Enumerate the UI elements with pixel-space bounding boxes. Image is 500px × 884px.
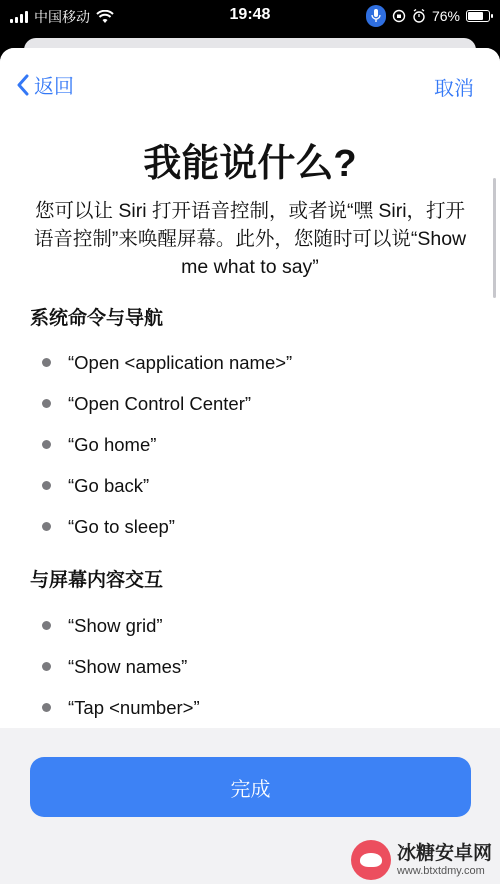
command-text: “Show names”	[68, 655, 188, 677]
watermark	[351, 840, 492, 880]
list-item	[0, 506, 500, 547]
bullet-icon	[42, 703, 51, 712]
status-bar	[0, 0, 500, 32]
command-list-screen	[0, 605, 500, 728]
watermark-url: www.btxtdmy.com	[396, 864, 485, 877]
alarm-icon	[412, 9, 426, 23]
command-text: “Show grid”	[68, 614, 163, 636]
command-text: “Go to sleep”	[68, 515, 175, 537]
battery-fill	[468, 12, 483, 20]
command-text: “Go back”	[68, 474, 150, 496]
orientation-lock-icon	[392, 9, 406, 23]
list-item	[0, 342, 500, 383]
chevron-left-icon	[16, 74, 30, 96]
list-item	[0, 687, 500, 728]
battery-percent: 76%	[431, 8, 460, 24]
section-heading-screen: 与屏幕内容交互	[30, 570, 164, 591]
command-text: “Tap <number>”	[68, 696, 200, 718]
watermark-logo-icon	[351, 840, 391, 880]
section-heading-system: 系统命令与导航	[30, 308, 164, 329]
intro-text: 您可以让 Siri 打开语音控制，或者说“嘿 Siri，打开语音控制”来唤醒屏幕。此外，您随时可以说“Show me what to say”	[33, 200, 467, 278]
bullet-icon	[42, 662, 51, 671]
list-item	[0, 465, 500, 506]
scroll-indicator[interactable]	[493, 178, 496, 298]
back-label: 返回	[34, 76, 74, 98]
list-item	[0, 646, 500, 687]
list-item	[0, 424, 500, 465]
modal-sheet	[0, 48, 500, 884]
bullet-icon	[42, 358, 51, 367]
done-button[interactable]: 完成	[30, 757, 471, 817]
bullet-icon	[42, 399, 51, 408]
bullet-icon	[42, 621, 51, 630]
status-time: 19:48	[229, 6, 271, 23]
command-text: “Go home”	[68, 433, 157, 455]
battery-icon	[466, 10, 490, 22]
bullet-icon	[42, 481, 51, 490]
microphone-icon	[366, 5, 386, 27]
status-right	[366, 5, 490, 27]
page-title: 我能说什么?	[143, 143, 357, 185]
command-list-system	[0, 342, 500, 547]
sheet-content[interactable]	[0, 48, 500, 728]
bullet-icon	[42, 522, 51, 531]
list-item	[0, 605, 500, 646]
watermark-text	[397, 843, 492, 878]
watermark-title: 冰糖安卓网	[396, 842, 492, 864]
list-item	[0, 383, 500, 424]
cancel-button[interactable]: 取消	[434, 78, 474, 100]
back-button[interactable]	[16, 70, 74, 99]
carrier-label: 中国移动	[34, 9, 90, 25]
command-text: “Open <application name>”	[68, 351, 293, 373]
bullet-icon	[42, 440, 51, 449]
command-text: “Open Control Center”	[68, 392, 252, 414]
